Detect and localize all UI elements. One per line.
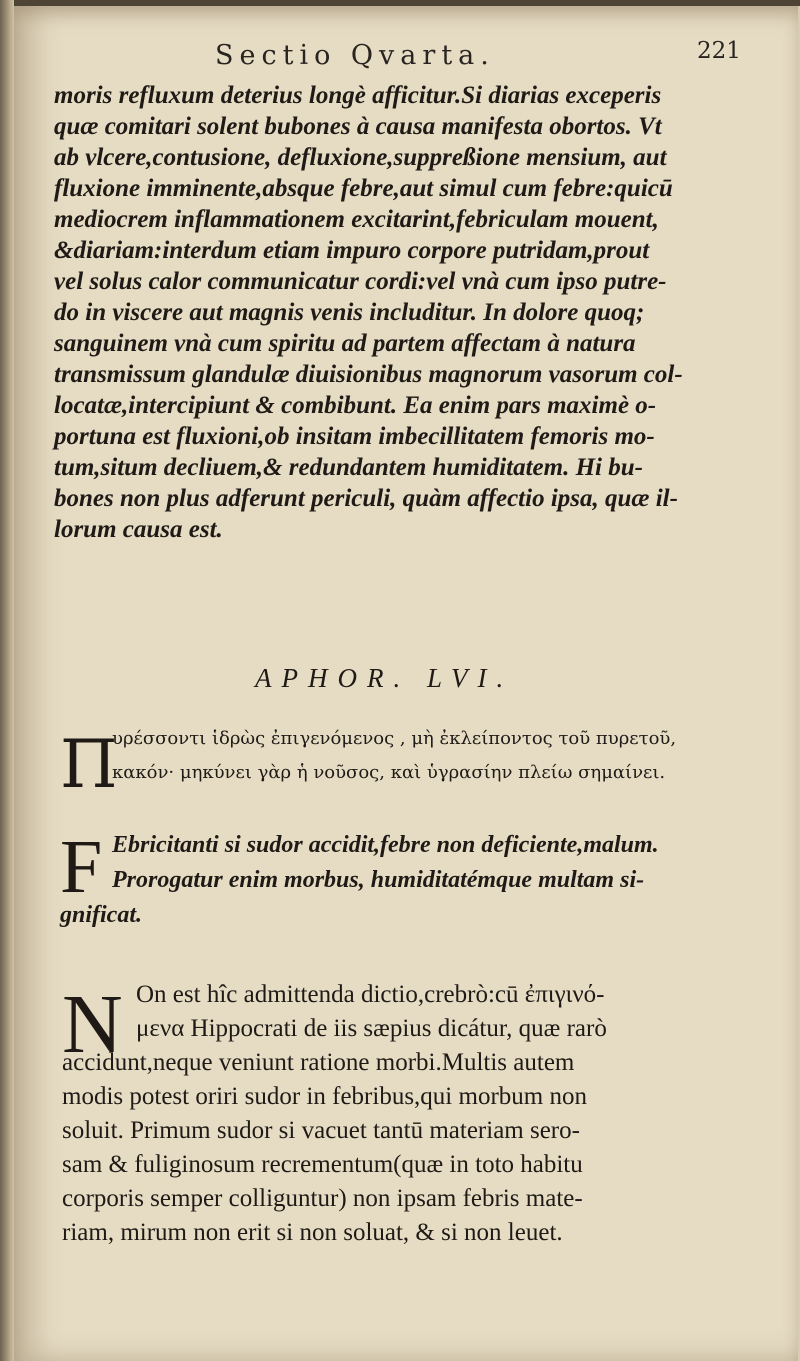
commentary-line: sam & fuliginosum recrementum(quæ in toto habitu bbox=[62, 1151, 583, 1178]
commentary-line: accidunt,neque veniunt ratione morbi.Multis autem bbox=[62, 1049, 575, 1076]
commentary-line: corporis semper colliguntur) non ipsam febris mate- bbox=[62, 1185, 583, 1212]
text-line: portuna est fluxioni,ob insitam imbecillitatem femoris mo- bbox=[54, 423, 655, 450]
text-block-1 bbox=[54, 80, 774, 545]
latin-line: Ebricitanti si sudor accidit,febre non deficiente,malum. bbox=[112, 832, 659, 858]
latin-line: gnificat. bbox=[60, 902, 142, 928]
text-line: quæ comitari solent bubones à causa manifesta obortos. Vt bbox=[54, 113, 662, 140]
binding-gutter bbox=[0, 0, 14, 1361]
text-line: lorum causa est. bbox=[54, 516, 223, 543]
text-line: sanguinem vnà cum spiritu ad partem affectam à natura bbox=[54, 330, 636, 357]
text-line: do in viscere aut magnis venis includitur. In dolore quoq; bbox=[54, 299, 645, 326]
text-line: tum,situm decliuem,& redundantem humiditatem. Hi bu- bbox=[54, 454, 643, 481]
commentary-text bbox=[62, 978, 782, 1250]
greek-drop-cap: Π bbox=[60, 726, 118, 803]
greek-line: κακόν· μηκύνει γὰρ ἡ νοῦσος, καὶ ὑγρασίην πλείω σημαίνει. bbox=[112, 762, 666, 783]
text-line: &diariam:interdum etiam impuro corpore putridam,prout bbox=[54, 237, 650, 264]
greek-line: υρέσσοντι ἱδρὼς ἐπιγενόμενος , μὴ ἐκλείποντος τοῦ πυρετοῦ, bbox=[112, 728, 677, 749]
text-line: fluxione imminente,absque febre,aut simul cum febre:quicū bbox=[54, 175, 673, 202]
text-line: moris refluxum deterius longè afficitur.Si diarias exceperis bbox=[54, 82, 662, 109]
commentary-line: μενα Hippocrati de iis sæpius dicátur, quæ rarò bbox=[136, 1015, 607, 1042]
commentary-drop-cap: N bbox=[62, 978, 123, 1071]
text-line: ab vlcere,contusione, defluxione,suppreßione mensium, aut bbox=[54, 144, 667, 171]
latin-line: Prorogatur enim morbus, humiditatémque multam si- bbox=[112, 867, 645, 893]
text-line: transmissum glandulæ diuisionibus magnorum vasorum col- bbox=[54, 361, 683, 388]
page-number: 221 bbox=[697, 38, 741, 64]
aphorism-heading: APHOR. LVI. bbox=[255, 663, 514, 693]
commentary-line: modis potest oriri sudor in febribus,qui morbum non bbox=[62, 1083, 587, 1110]
text-line: bones non plus adferunt periculi, quàm affectio ipsa, quæ il- bbox=[54, 485, 678, 512]
text-line: mediocrem inflammationem excitarint,febriculam mouent, bbox=[54, 206, 659, 233]
greek-text bbox=[112, 722, 792, 790]
commentary-line: soluit. Primum sudor si vacuet tantū materiam sero- bbox=[62, 1117, 580, 1144]
text-line: locatæ,intercipiunt & combibunt. Ea enim pars maximè o- bbox=[54, 392, 657, 419]
text-line: vel solus calor communicatur cordi:vel vnà cum ipso putre- bbox=[54, 268, 667, 295]
running-head-title: Sectio Qvarta. bbox=[215, 40, 495, 71]
commentary-line: On est hîc admittenda dictio,crebrò:cū ἐπιγινό- bbox=[136, 981, 605, 1008]
latin-drop-cap: F bbox=[60, 825, 103, 909]
latin-text bbox=[60, 828, 792, 933]
commentary-line: riam, mirum non erit si non soluat, & si non leuet. bbox=[62, 1219, 563, 1246]
